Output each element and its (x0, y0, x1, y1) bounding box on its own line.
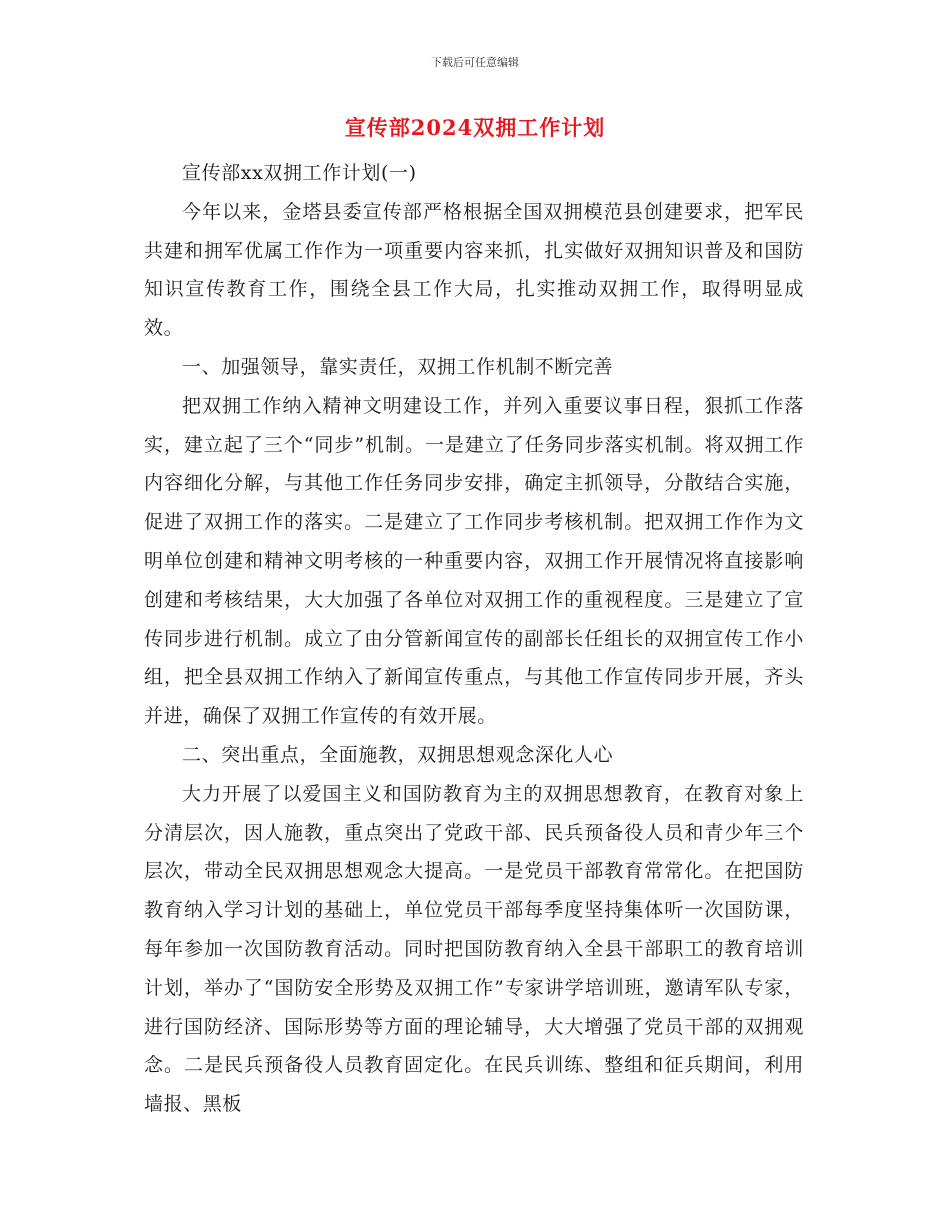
header-note: 下载后可任意编辑 (431, 56, 519, 69)
paragraph: 今年以来，金塔县委宣传部严格根据全国双拥模范县创建要求，把军民共建和拥军优属工作作为一项重要内容来抓，扎实做好双拥知识普及和国防知识宣传教育工作，围绕全县工作大局，扎实推动双拥工作，取得明显成效。 (144, 200, 804, 340)
paragraph-subtitle: 宣传部xx双拥工作计划(一) (182, 162, 417, 184)
section-heading: 一、加强领导，靠实责任，双拥工作机制不断完善 (182, 355, 614, 378)
paragraph: 把双拥工作纳入精神文明建设工作，并列入重要议事日程，狠抓工作落实，建立起了三个“同步”机制。一是建立了任务同步落实机制。将双拥工作内容细化分解，与其他工作任务同步安排，确定主抓领导，分散结合实施，促进了双拥工作的落实。二是建立了工作同步考核机制。把双拥工作作为文明单位创建和精神文明考核的一种重要内容，双拥工作开展情况将直接影响创建和考核结果，大大加强了各单位对双拥工作的重视程度。三是建立了宣传同步进行机制。成立了由分管新闻宣传的副部长任组长的双拥宣传工作小组，把全县双拥工作纳入了新闻宣传重点，与其他工作宣传同步开展，齐头并进，确保了双拥工作宣传的有效开展。 (144, 394, 804, 728)
document-title: 宣传部2024双拥工作计划 (344, 115, 606, 140)
document-body (144, 154, 804, 1124)
paragraph: 大力开展了以爱国主义和国防教育为主的双拥思想教育，在教育对象上分清层次，因人施教，重点突出了党政干部、民兵预备役人员和青少年三个层次，带动全民双拥思想观念大提高。一是党员干部教育常常化。在把国防教育纳入学习计划的基础上，单位党员干部每季度坚持集体听一次国防课，每年参加一次国防教育活动。同时把国防教育纳入全县干部职工的教育培训计划，举办了“国防安全形势及双拥工作”专家讲学培训班，邀请军队专家，进行国防经济、国际形势等方面的理论辅导，大大增强了党员干部的双拥观念。二是民兵预备役人员教育固定化。在民兵训练、整组和征兵期间，利用墙报、黑板 (144, 782, 804, 1116)
section-heading: 二、突出重点，全面施教，双拥思想观念深化人心 (182, 743, 614, 766)
